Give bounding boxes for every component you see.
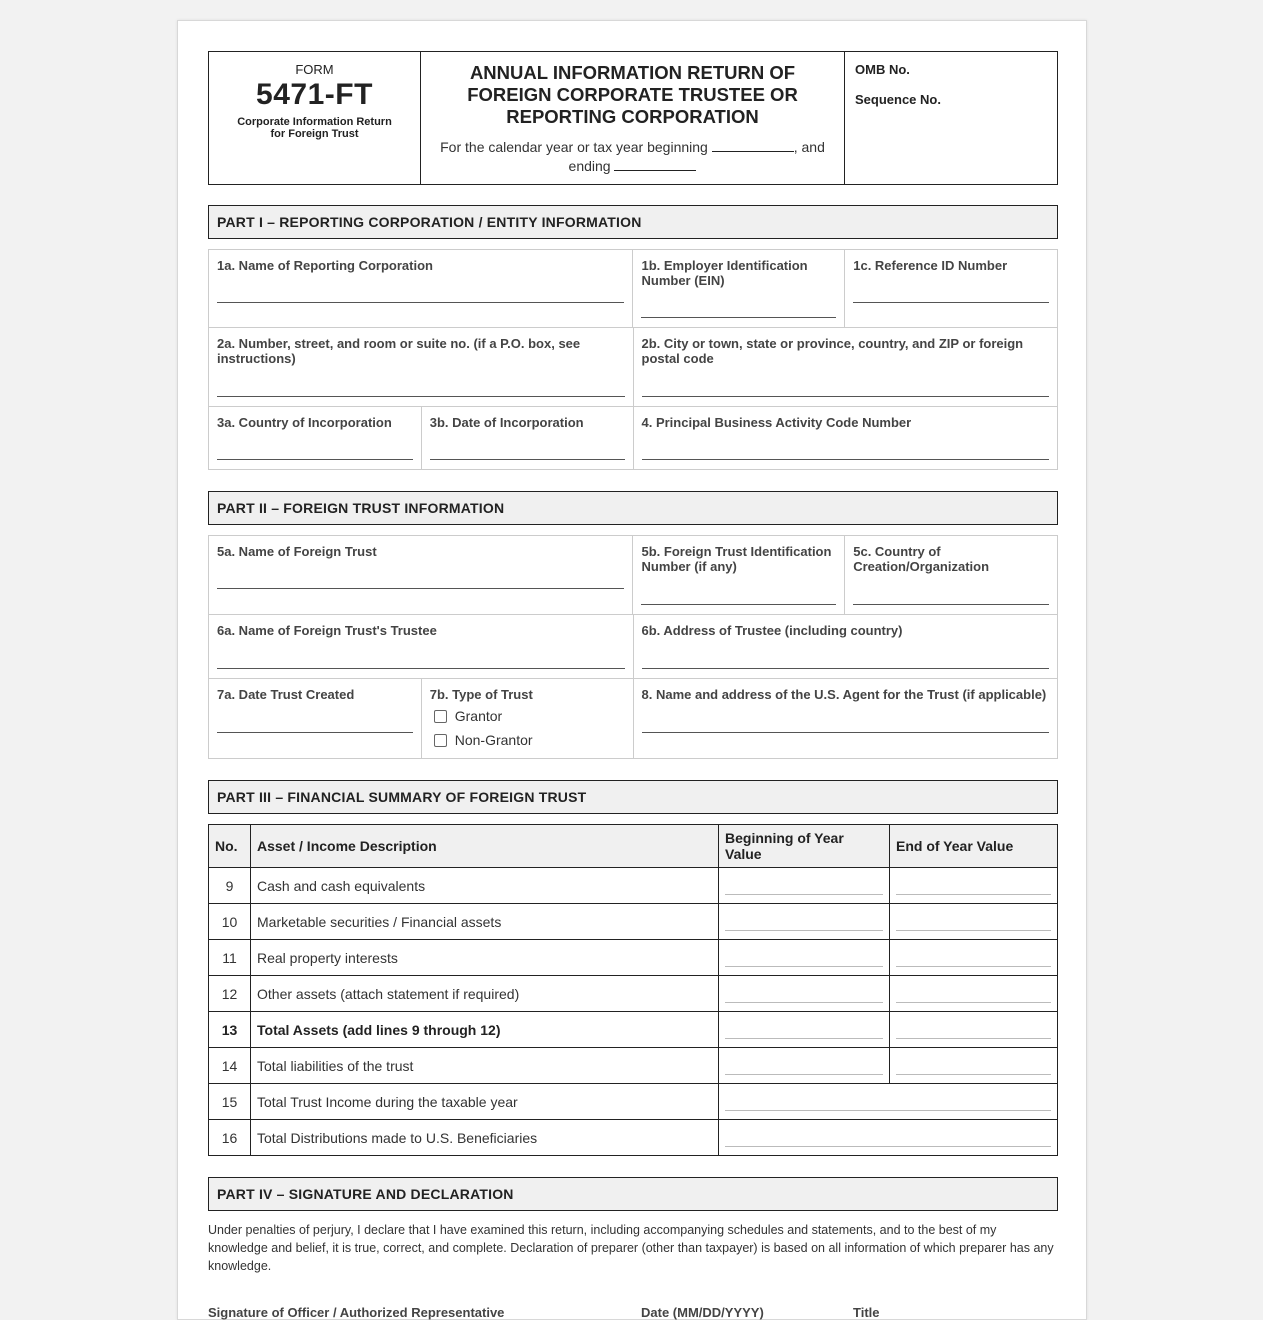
tax-period (433, 137, 832, 175)
col-end-value: End of Year Value (890, 825, 1058, 868)
label-2b: 2b. City or town, state or province, country, and ZIP or foreign postal code (641, 336, 1024, 366)
sequence-number: Sequence No. (855, 92, 941, 107)
line-number: 16 (209, 1120, 251, 1156)
option-non-grantor[interactable] (434, 732, 625, 748)
label-3b: 3b. Date of Incorporation (429, 415, 584, 430)
title-line-2: FOREIGN CORPORATE TRUSTEE OR (467, 84, 798, 105)
field-2a[interactable] (209, 328, 633, 406)
form-label: FORM (295, 62, 334, 77)
field-5b[interactable] (632, 536, 844, 614)
col-no: No. (209, 825, 251, 868)
field-8[interactable] (633, 679, 1057, 758)
field-3a[interactable] (209, 407, 421, 469)
part4-heading: PART IV – SIGNATURE AND DECLARATION (208, 1177, 1058, 1211)
field-2b[interactable] (633, 328, 1058, 406)
line-description: Total liabilities of the trust (251, 1048, 719, 1084)
end-value-field[interactable] (890, 1048, 1058, 1084)
label-7a: 7a. Date Trust Created (217, 687, 355, 702)
title-line-3: REPORTING CORPORATION (506, 106, 759, 127)
field-7a[interactable] (209, 679, 421, 758)
part3-heading: PART III – FINANCIAL SUMMARY OF FOREIGN TRUST (208, 780, 1058, 814)
line-description: Cash and cash equivalents (251, 868, 719, 904)
form-title (433, 62, 832, 128)
label-8: 8. Name and address of the U.S. Agent for the Trust (if applicable) (641, 687, 1047, 702)
label-1b: 1b. Employer Identification Number (EIN) (641, 258, 808, 288)
line-number: 9 (209, 868, 251, 904)
field-3b[interactable] (421, 407, 633, 469)
form-number: 5471-FT (256, 78, 373, 111)
table-row (209, 904, 1058, 940)
col-beginning-value: Beginning of Year Value (719, 825, 890, 868)
period-begin-field[interactable] (712, 137, 794, 152)
part2-grid (208, 535, 1058, 759)
label-5a: 5a. Name of Foreign Trust (217, 544, 377, 559)
line-description: Total Trust Income during the taxable year (251, 1084, 719, 1120)
form-subtitle: Corporate Information Return for Foreign Trust (237, 116, 392, 140)
omb-number: OMB No. (855, 62, 910, 77)
beginning-value-field[interactable] (719, 1048, 890, 1084)
financial-table (208, 824, 1058, 1156)
end-value-field[interactable] (890, 868, 1058, 904)
field-4[interactable] (633, 407, 1057, 469)
financial-table-body (209, 868, 1058, 1156)
date-label[interactable]: Date (MM/DD/YYYY) (641, 1305, 764, 1320)
period-prefix: For the calendar year or tax year beginning (440, 139, 708, 155)
table-row (209, 1012, 1058, 1048)
table-row (209, 976, 1058, 1012)
period-end-field[interactable] (614, 156, 696, 171)
line-description: Total Distributions made to U.S. Beneficiaries (251, 1120, 719, 1156)
table-row (209, 940, 1058, 976)
line-description: Total Assets (add lines 9 through 12) (251, 1012, 719, 1048)
table-row (209, 1048, 1058, 1084)
line-number: 14 (209, 1048, 251, 1084)
line-number: 13 (209, 1012, 251, 1048)
field-5a[interactable] (209, 536, 632, 614)
grantor-checkbox[interactable] (434, 710, 447, 723)
label-3a: 3a. Country of Incorporation (217, 415, 392, 430)
part1-grid (208, 249, 1058, 470)
field-7b (421, 679, 633, 758)
field-6a[interactable] (209, 615, 633, 678)
line-description: Real property interests (251, 940, 719, 976)
non-grantor-label: Non-Grantor (454, 732, 533, 748)
end-value-field[interactable] (890, 976, 1058, 1012)
line-description: Other assets (attach statement if required) (251, 976, 719, 1012)
option-grantor[interactable] (434, 708, 625, 724)
beginning-value-field[interactable] (719, 868, 890, 904)
label-5c: 5c. Country of Creation/Organization (853, 544, 990, 574)
omb-box (845, 52, 1057, 184)
line-number: 10 (209, 904, 251, 940)
period-ending-label: ending (568, 158, 611, 174)
beginning-value-field[interactable] (719, 904, 890, 940)
field-5c[interactable] (844, 536, 1057, 614)
label-6a: 6a. Name of Foreign Trust's Trustee (217, 623, 437, 638)
table-row (209, 1120, 1058, 1156)
label-2a: 2a. Number, street, and room or suite no. (if a P.O. box, see instructions) (217, 336, 581, 366)
table-row (209, 1084, 1058, 1120)
label-1a: 1a. Name of Reporting Corporation (217, 258, 433, 273)
financial-table-header (209, 825, 1058, 868)
non-grantor-checkbox[interactable] (434, 734, 447, 747)
field-1c[interactable] (844, 250, 1057, 327)
line-description: Marketable securities / Financial assets (251, 904, 719, 940)
form-header (208, 51, 1058, 185)
title-label[interactable]: Title (853, 1305, 880, 1320)
line-number: 12 (209, 976, 251, 1012)
col-description: Asset / Income Description (251, 825, 719, 868)
line-number: 11 (209, 940, 251, 976)
table-row (209, 868, 1058, 904)
label-4: 4. Principal Business Activity Code Number (641, 415, 912, 430)
end-value-field[interactable] (890, 940, 1058, 976)
field-1b[interactable] (632, 250, 844, 327)
form-title-box (421, 52, 845, 184)
beginning-value-field[interactable] (719, 976, 890, 1012)
part1-heading: PART I – REPORTING CORPORATION / ENTITY INFORMATION (208, 205, 1058, 239)
signature-row (208, 1305, 1058, 1320)
end-value-field[interactable] (890, 904, 1058, 940)
label-7b: 7b. Type of Trust (429, 687, 533, 702)
grantor-label: Grantor (454, 708, 503, 724)
form-id-box (209, 52, 421, 184)
title-line-1: ANNUAL INFORMATION RETURN OF (469, 62, 796, 83)
amount-field[interactable] (719, 1084, 1058, 1120)
label-6b: 6b. Address of Trustee (including country) (641, 623, 903, 638)
field-6b[interactable] (633, 615, 1058, 678)
declaration-text: Under penalties of perjury, I declare that I have examined this return, including accompanying schedules and statements, and to the best of my knowledge and belief, it is true, correct, and complete. Declaration of preparer (other than taxpayer) is based on all information of which preparer has any knowledge. (208, 1223, 1054, 1273)
line-number: 15 (209, 1084, 251, 1120)
form-page (177, 20, 1087, 1320)
beginning-value-field[interactable] (719, 940, 890, 976)
label-5b: 5b. Foreign Trust Identification Number (if any) (641, 544, 832, 574)
beginning-value-field[interactable] (719, 1012, 890, 1048)
field-1a[interactable] (209, 250, 632, 327)
part2-heading: PART II – FOREIGN TRUST INFORMATION (208, 491, 1058, 525)
signature-label[interactable]: Signature of Officer / Authorized Representative (208, 1305, 505, 1320)
period-mid: , and (793, 139, 825, 155)
end-value-field[interactable] (890, 1012, 1058, 1048)
amount-field[interactable] (719, 1120, 1058, 1156)
label-1c: 1c. Reference ID Number (853, 258, 1008, 273)
